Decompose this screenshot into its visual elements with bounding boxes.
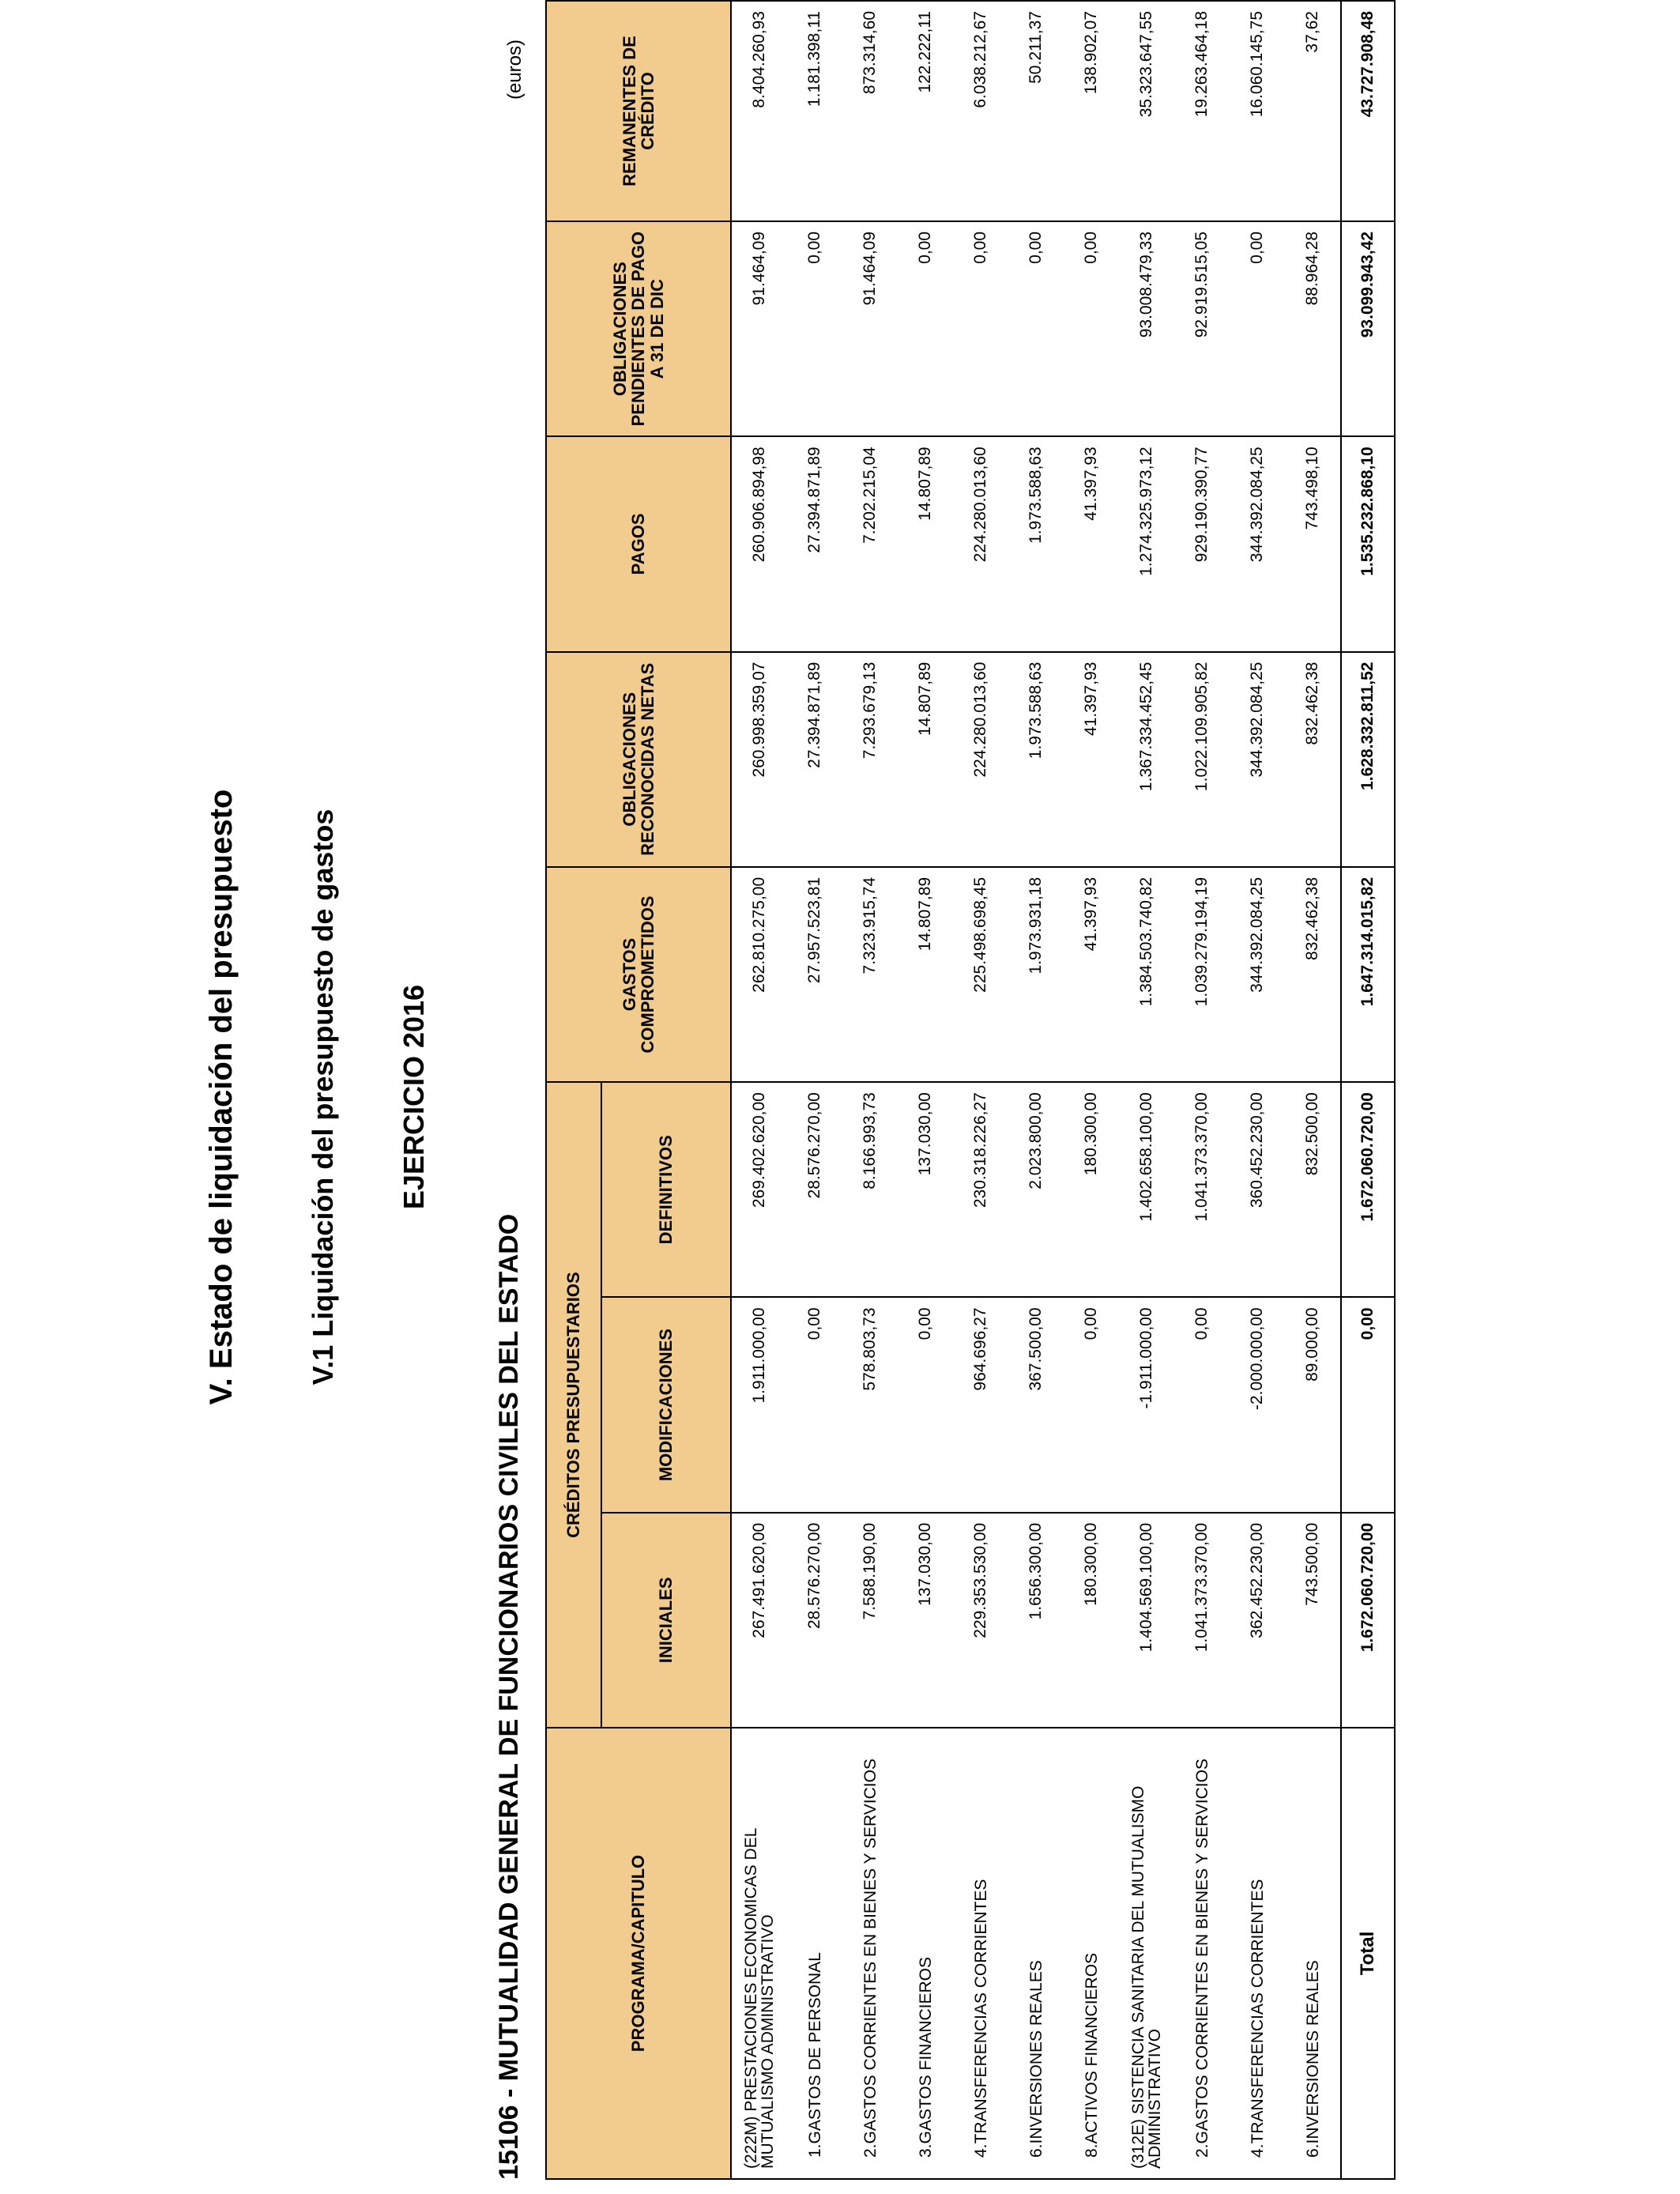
cell-remanentes: 122.222,11 [898,1,953,221]
table-row [787,1,842,2179]
cell-gastos: 1.973.931,18 [1008,867,1064,1082]
chapter-label: 4.TRANSFERENCIAS CORRIENTES [953,1728,1008,2179]
cell-remanentes: 50.211,37 [1008,1,1064,221]
cell-obligaciones: 1.973.588,63 [1008,652,1064,867]
entity-name: 15106 - MUTUALIDAD GENERAL DE FUNCIONARIOS CIVILES DEL ESTADO [494,1213,524,2180]
cell-pendientes: 0,00 [953,221,1008,436]
cell-gastos: 41.397,93 [1064,867,1119,1082]
total-modificaciones: 0,00 [1341,1297,1395,1512]
header-creditos: CRÉDITOS PRESUPUESTARIOS [546,1082,601,1728]
cell-pagos: 743.498,10 [1285,436,1341,651]
cell-pendientes: 91.464,09 [842,221,898,436]
cell-pendientes: 92.919.515,05 [1174,221,1230,436]
table-row [1285,1,1341,2179]
chapter-label: 6.INVERSIONES REALES [1008,1728,1064,2179]
cell-iniciales: 1.656.300,00 [1008,1513,1064,1728]
header-definitivos: DEFINITIVOS [601,1082,731,1297]
cell-definitivos: 1.402.658.100,00 [1119,1082,1174,1297]
cell-definitivos: 269.402.620,00 [731,1082,787,1297]
cell-pagos: 929.190.390,77 [1174,436,1230,651]
total-gastos: 1.647.314.015,82 [1341,867,1395,1082]
cell-pagos: 27.394.871,89 [787,436,842,651]
header-pagos: PAGOS [546,436,731,651]
cell-gastos: 27.957.523,81 [787,867,842,1082]
total-label: Total [1341,1728,1395,2179]
cell-gastos: 1.384.503.740,82 [1119,867,1174,1082]
header-gastos: GASTOS COMPROMETIDOS [546,867,731,1082]
cell-definitivos: 8.166.993,73 [842,1082,898,1297]
cell-gastos: 7.323.915,74 [842,867,898,1082]
cell-iniciales: 180.300,00 [1064,1513,1119,1728]
cell-pagos: 14.807,89 [898,436,953,651]
document-title: V. Estado de liquidación del presupuesto [204,789,239,1405]
cell-modificaciones: 964.696,27 [953,1297,1008,1512]
cell-iniciales: 1.404.569.100,00 [1119,1513,1174,1728]
table-row [898,1,953,2179]
cell-modificaciones: 1.911.000,00 [731,1297,787,1512]
cell-gastos: 1.039.279.194,19 [1174,867,1230,1082]
cell-gastos: 14.807,89 [898,867,953,1082]
cell-modificaciones: 0,00 [898,1297,953,1512]
cell-iniciales: 743.500,00 [1285,1513,1341,1728]
cell-modificaciones: 367.500,00 [1008,1297,1064,1512]
table-row [842,1,898,2179]
cell-gastos: 225.498.698,45 [953,867,1008,1082]
header-remanentes: REMANENTES DE CRÉDITO [546,1,731,221]
cell-obligaciones: 832.462,38 [1285,652,1341,867]
cell-pendientes: 88.964,28 [1285,221,1341,436]
cell-remanentes: 8.404.260,93 [731,1,787,221]
cell-definitivos: 180.300,00 [1064,1082,1119,1297]
program-label: (312E) SISTENCIA SANITARIA DEL MUTUALISMO ADMINISTRATIVO [1119,1728,1174,2179]
header-programa: PROGRAMA/CAPITULO [546,1728,731,2179]
cell-pendientes: 0,00 [1230,221,1285,436]
header-pendientes: OBLIGACIONES PENDIENTES DE PAGO A 31 DE DIC [546,221,731,436]
cell-definitivos: 2.023.800,00 [1008,1082,1064,1297]
cell-iniciales: 362.452.230,00 [1230,1513,1285,1728]
cell-obligaciones: 260.998.359,07 [731,652,787,867]
cell-definitivos: 137.030,00 [898,1082,953,1297]
cell-iniciales: 7.588.190,00 [842,1513,898,1728]
header-modificaciones: MODIFICACIONES [601,1297,731,1512]
cell-gastos: 344.392.084,25 [1230,867,1285,1082]
cell-definitivos: 832.500,00 [1285,1082,1341,1297]
cell-pendientes: 91.464,09 [731,221,787,436]
cell-modificaciones: 0,00 [787,1297,842,1512]
cell-remanentes: 16.060.145,75 [1230,1,1285,221]
cell-pagos: 7.202.215,04 [842,436,898,651]
total-pagos: 1.535.232.868,10 [1341,436,1395,651]
cell-obligaciones: 344.392.084,25 [1230,652,1285,867]
total-remanentes: 43.727.908,48 [1341,1,1395,221]
document-subtitle: V.1 Liquidación del presupuesto de gastos [307,809,339,1385]
cell-pagos: 41.397,93 [1064,436,1119,651]
table-row [731,1,787,2179]
cell-pagos: 344.392.084,25 [1230,436,1285,651]
cell-obligaciones: 27.394.871,89 [787,652,842,867]
total-obligaciones: 1.628.332.811,52 [1341,652,1395,867]
chapter-label: 3.GASTOS FINANCIEROS [898,1728,953,2179]
cell-definitivos: 28.576.270,00 [787,1082,842,1297]
chapter-label: 6.INVERSIONES REALES [1285,1728,1341,2179]
chapter-label: 8.ACTIVOS FINANCIEROS [1064,1728,1119,2179]
cell-gastos: 832.462,38 [1285,867,1341,1082]
cell-remanentes: 1.181.398,11 [787,1,842,221]
total-iniciales: 1.672.060.720,00 [1341,1513,1395,1728]
table-row [1119,1,1174,2179]
fiscal-year: EJERCICIO 2016 [397,984,430,1210]
cell-obligaciones: 41.397,93 [1064,652,1119,867]
table-row [1008,1,1064,2179]
cell-definitivos: 230.318.226,27 [953,1082,1008,1297]
cell-pendientes: 93.008.479,33 [1119,221,1174,436]
table-row [1174,1,1230,2179]
table-row [1064,1,1119,2179]
cell-remanentes: 138.902,07 [1064,1,1119,221]
cell-iniciales: 267.491.620,00 [731,1513,787,1728]
total-pendientes: 93.099.943,42 [1341,221,1395,436]
cell-remanentes: 873.314,60 [842,1,898,221]
cell-pagos: 1.973.588,63 [1008,436,1064,651]
cell-modificaciones: -2.000.000,00 [1230,1297,1285,1512]
cell-remanentes: 35.323.647,55 [1119,1,1174,221]
table-row [1230,1,1285,2179]
program-label: (222M) PRESTACIONES ECONOMICAS DEL MUTUALISMO ADMINISTRATIVO [731,1728,787,2179]
cell-obligaciones: 224.280.013,60 [953,652,1008,867]
total-definitivos: 1.672.060.720,00 [1341,1082,1395,1297]
cell-iniciales: 1.041.373.370,00 [1174,1513,1230,1728]
cell-pendientes: 0,00 [898,221,953,436]
cell-obligaciones: 14.807,89 [898,652,953,867]
cell-pendientes: 0,00 [1008,221,1064,436]
budget-table [545,0,1396,2180]
cell-modificaciones: -1.911.000,00 [1119,1297,1174,1512]
total-row [1341,1,1395,2179]
cell-pagos: 1.274.325.973,12 [1119,436,1174,651]
cell-obligaciones: 1.367.334.452,45 [1119,652,1174,867]
cell-obligaciones: 1.022.109.905,82 [1174,652,1230,867]
cell-modificaciones: 0,00 [1174,1297,1230,1512]
cell-definitivos: 1.041.373.370,00 [1174,1082,1230,1297]
chapter-label: 2.GASTOS CORRIENTES EN BIENES Y SERVICIOS [1174,1728,1230,2179]
cell-pendientes: 0,00 [1064,221,1119,436]
chapter-label: 2.GASTOS CORRIENTES EN BIENES Y SERVICIOS [842,1728,898,2179]
cell-iniciales: 137.030,00 [898,1513,953,1728]
cell-pendientes: 0,00 [787,221,842,436]
cell-modificaciones: 578.803,73 [842,1297,898,1512]
header-iniciales: INICIALES [601,1513,731,1728]
cell-gastos: 262.810.275,00 [731,867,787,1082]
table-row [953,1,1008,2179]
cell-iniciales: 229.353.530,00 [953,1513,1008,1728]
cell-modificaciones: 89.000,00 [1285,1297,1341,1512]
cell-remanentes: 37,62 [1285,1,1341,221]
cell-remanentes: 19.263.464,18 [1174,1,1230,221]
units-label: (euros) [504,39,525,100]
chapter-label: 1.GASTOS DE PERSONAL [787,1728,842,2179]
cell-modificaciones: 0,00 [1064,1297,1119,1512]
cell-definitivos: 360.452.230,00 [1230,1082,1285,1297]
cell-iniciales: 28.576.270,00 [787,1513,842,1728]
header-obligaciones: OBLIGACIONES RECONOCIDAS NETAS [546,652,731,867]
chapter-label: 4.TRANSFERENCIAS CORRIENTES [1230,1728,1285,2179]
cell-pagos: 224.280.013,60 [953,436,1008,651]
cell-obligaciones: 7.293.679,13 [842,652,898,867]
cell-remanentes: 6.038.212,67 [953,1,1008,221]
cell-pagos: 260.906.894,98 [731,436,787,651]
